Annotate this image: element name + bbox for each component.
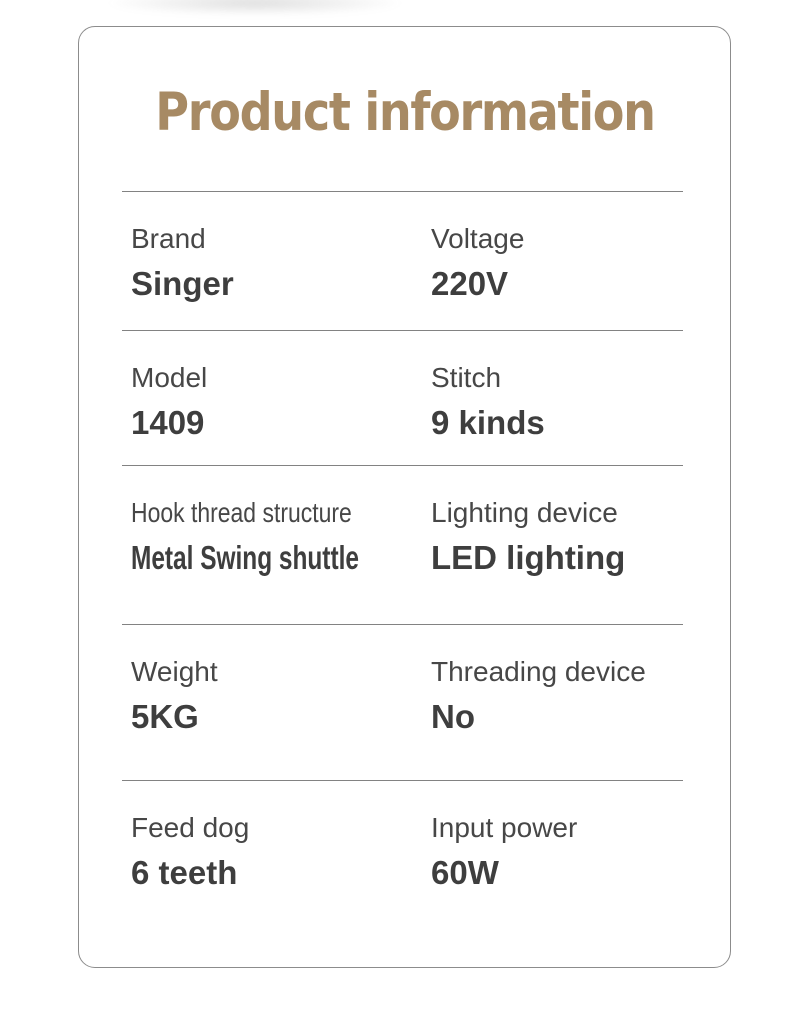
spec-cell-threading-device xyxy=(431,655,730,780)
spec-label: Model xyxy=(131,362,208,393)
spec-value: 220V xyxy=(431,265,509,302)
spec-cell-model xyxy=(131,361,431,465)
spec-label: Threading device xyxy=(431,656,646,687)
spec-row-weight-threading xyxy=(79,625,730,780)
spec-row-model-stitch xyxy=(79,331,730,465)
spec-value: Singer xyxy=(131,265,234,302)
spec-value: 60W xyxy=(431,854,499,891)
spec-row-brand-voltage xyxy=(79,192,730,330)
spec-label: Lighting device xyxy=(431,497,618,528)
spec-value: 9 kinds xyxy=(431,404,545,441)
spec-label: Brand xyxy=(131,223,206,254)
spec-cell-lighting-device xyxy=(431,496,730,624)
spec-cell-input-power xyxy=(431,811,730,970)
spec-label: Voltage xyxy=(431,223,525,254)
spec-cell-weight xyxy=(131,655,431,780)
spec-cell-feed-dog xyxy=(131,811,431,970)
spec-value: LED lighting xyxy=(431,539,626,576)
page-title: Product information xyxy=(154,81,655,143)
spec-row-hook-lighting xyxy=(79,466,730,624)
spec-cell-voltage xyxy=(431,222,730,330)
spec-value: No xyxy=(431,698,475,735)
spec-value: 1409 xyxy=(131,404,205,441)
spec-value: Metal Swing shuttle xyxy=(131,539,359,576)
spec-label: Hook thread structure xyxy=(131,497,352,528)
spec-value: 6 teeth xyxy=(131,854,238,891)
spec-row-feeddog-power xyxy=(79,781,730,970)
spec-value: 5KG xyxy=(131,698,199,735)
spec-label: Weight xyxy=(131,656,218,687)
spec-cell-stitch xyxy=(431,361,730,465)
spec-cell-brand xyxy=(131,222,431,330)
spec-cell-hook-thread-structure xyxy=(131,496,431,624)
spec-label: Input power xyxy=(431,812,578,843)
product-info-card xyxy=(78,26,731,968)
spec-label: Feed dog xyxy=(131,812,250,843)
spec-label: Stitch xyxy=(431,362,502,393)
top-shadow-artifact xyxy=(105,0,405,16)
title-wrap xyxy=(79,27,730,191)
